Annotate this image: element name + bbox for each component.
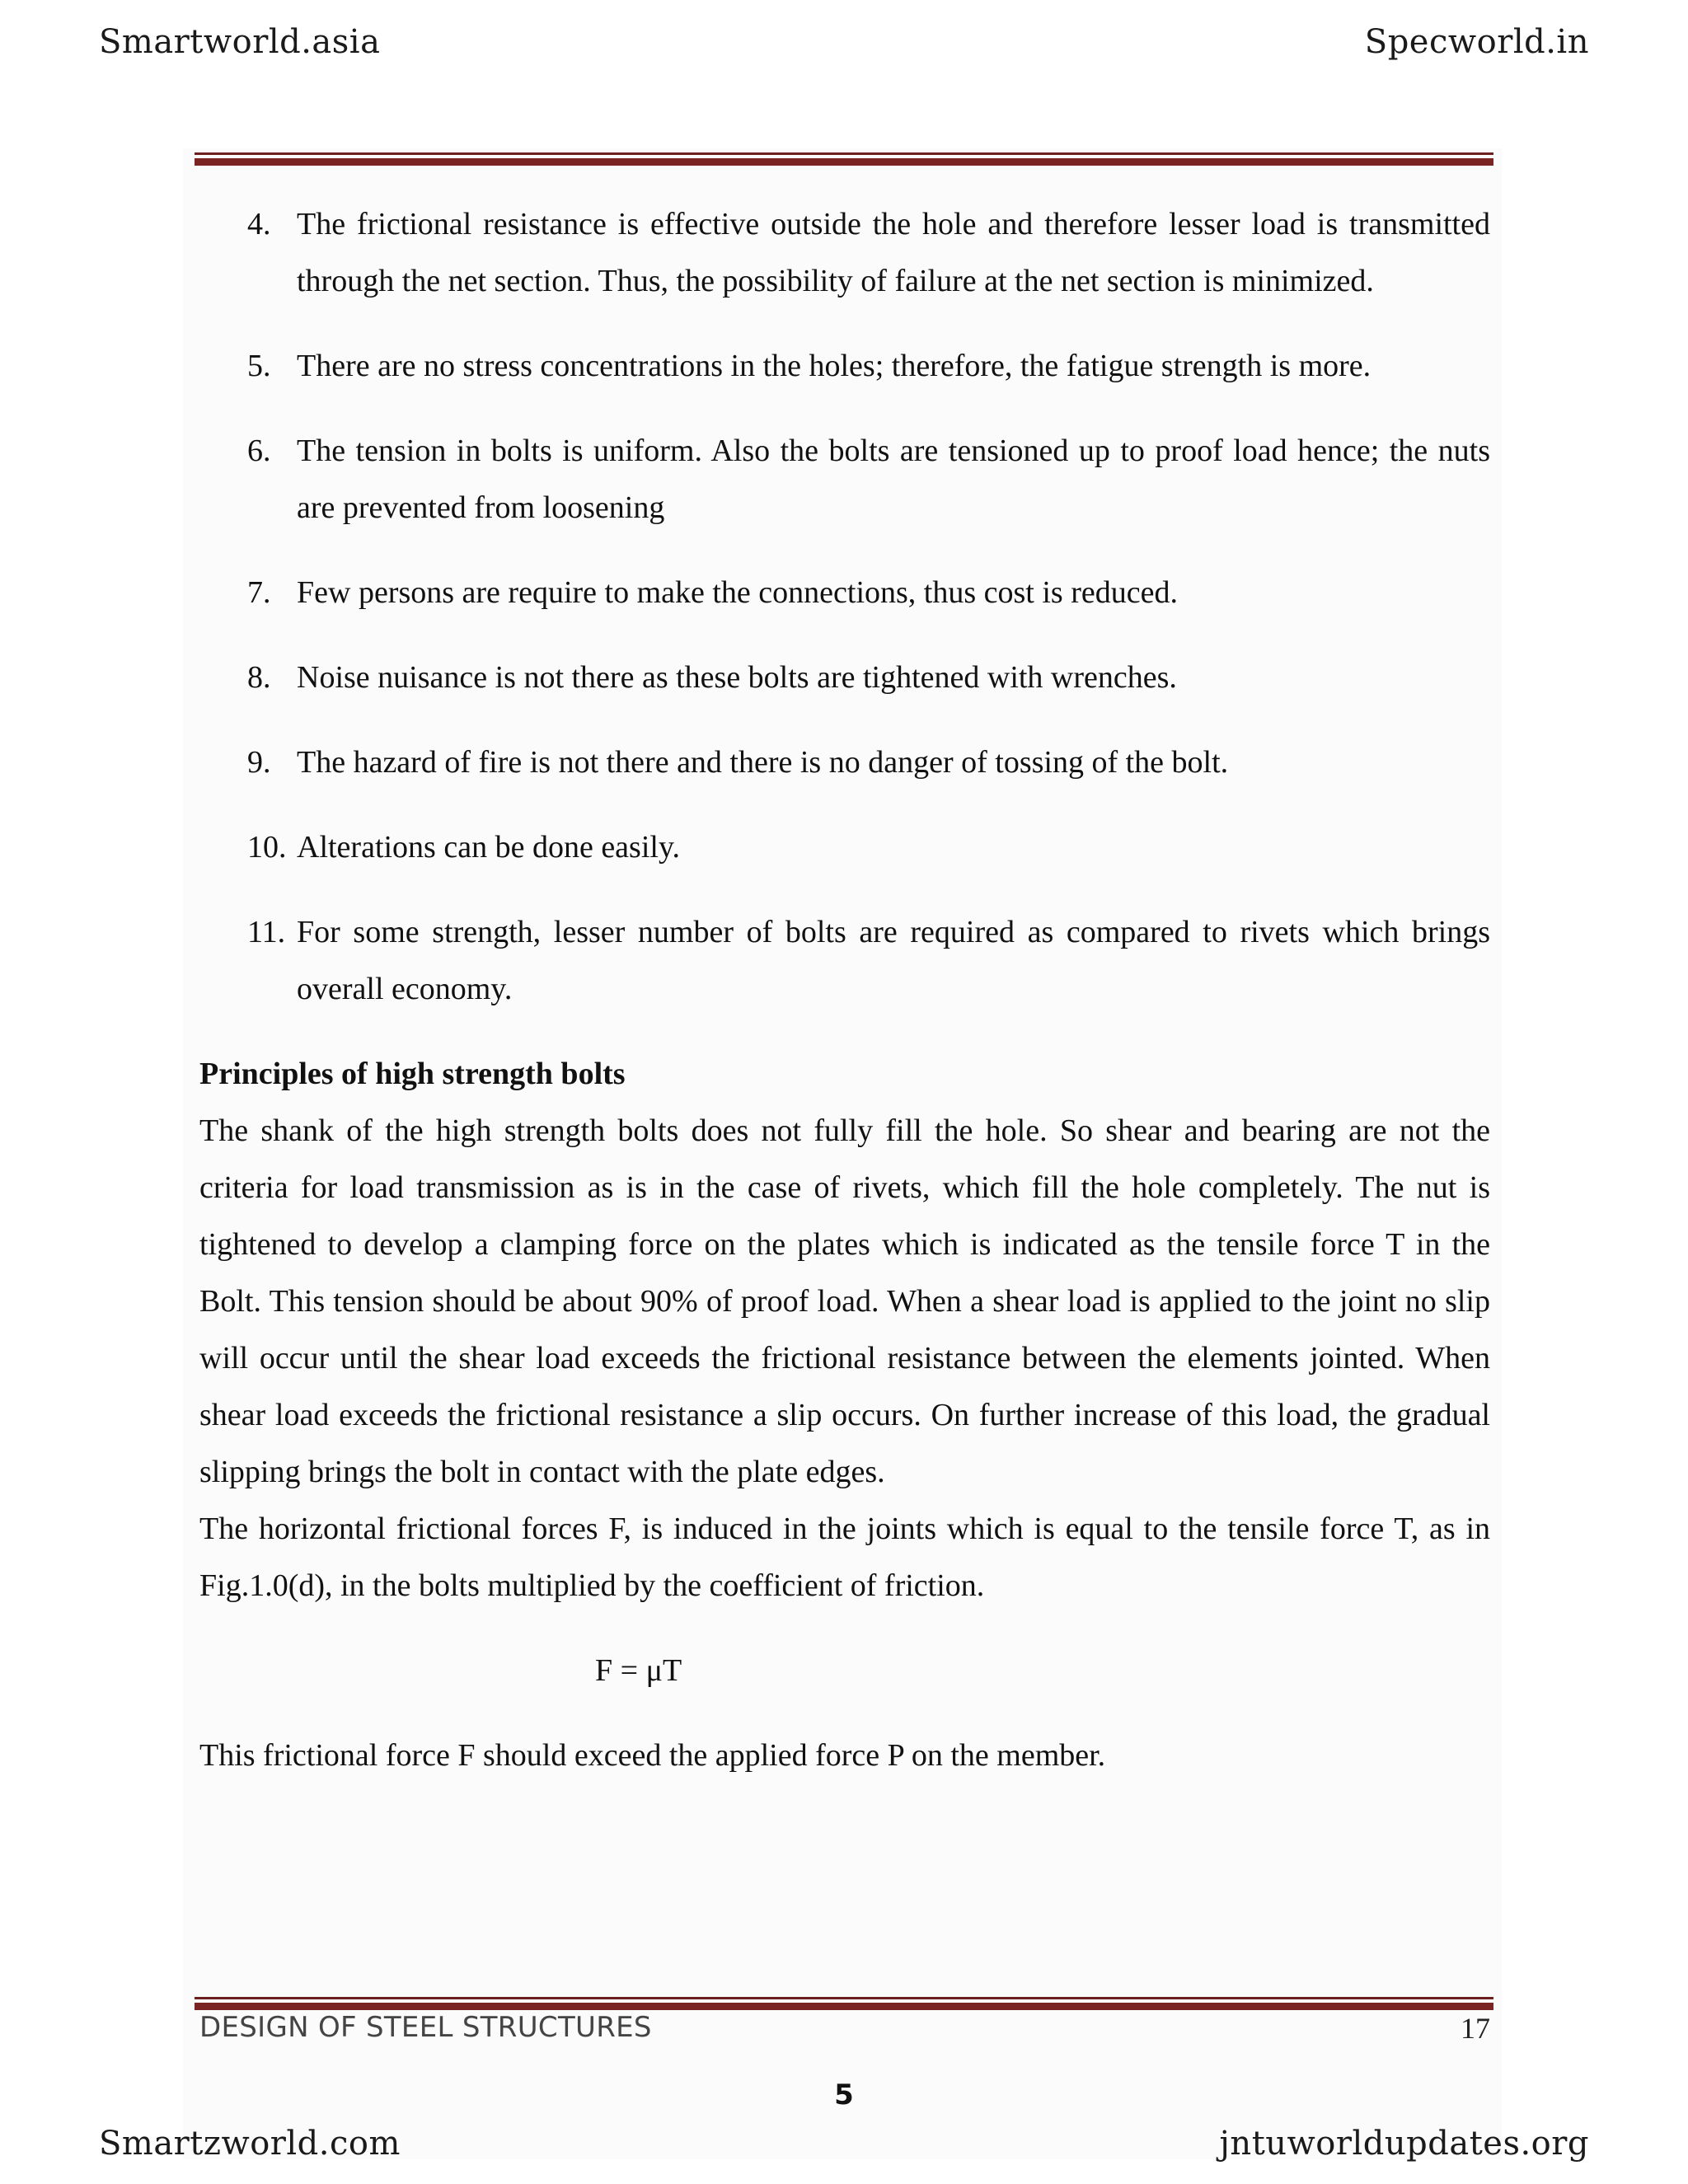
list-item-text: For some strength, lesser number of bolts are required as compared to rivets which brings overall economy. [297, 915, 1490, 1006]
list-item-text: The tension in bolts is uniform. Also the bolts are tensioned up to proof load hence; the nuts are prevented from loosening [297, 434, 1490, 525]
advantages-list [199, 196, 1490, 1018]
list-item-number: 9. [247, 745, 271, 780]
closing-paragraph: This frictional force F should exceed the applied force P on the member. [199, 1738, 1106, 1773]
list-item [199, 196, 1490, 310]
list-item [199, 734, 1490, 791]
list-item [199, 338, 1490, 395]
list-item-text: Few persons are require to make the connections, thus cost is reduced. [297, 575, 1178, 610]
list-item-number: 10. [247, 830, 287, 865]
header-rule [195, 152, 1493, 166]
page-number: 5 [834, 2079, 854, 2111]
section-paragraph: The shank of the high strength bolts does not fully fill the hole. So shear and bearing are not the criteria for load transmission as is in the case of rivets, which fill the hole completely. The nut is tightened to develop a clamping force on the plates which is indicated as the tensile force T in the Bolt. This tension should be about 90% of proof load. When a shear load is applied to the joint no slip will occur until the shear load exceeds the frictional resistance between the elements jointed. When shear load exceeds the frictional resistance a slip occurs. On further increase of this load, the gradual slipping brings the bolt in contact with the plate edges. [199, 1113, 1490, 1489]
footer-rule [195, 1997, 1493, 2010]
watermark-top-left: Smartworld.asia [99, 23, 381, 61]
footer-title: DESIGN OF STEEL STRUCTURES [199, 2011, 652, 2044]
watermark-bottom-right: jntuworldupdates.org [1219, 2125, 1589, 2163]
watermark-top-right: Specworld.in [1364, 23, 1589, 61]
list-item-number: 11. [247, 915, 286, 949]
formula: F = μT [595, 1653, 682, 1688]
list-item [199, 819, 1490, 876]
section-heading: Principles of high strength bolts [199, 1057, 626, 1091]
list-item-text: There are no stress concentrations in the holes; therefore, the fatigue strength is more. [297, 349, 1372, 383]
list-item [199, 565, 1490, 621]
list-item-number: 4. [247, 207, 271, 241]
list-item [199, 904, 1490, 1018]
section-paragraph: The horizontal frictional forces F, is induced in the joints which is equal to the tensile force T, as in Fig.1.0(d), in the bolts multiplied by the coefficient of friction. [199, 1511, 1490, 1603]
watermark-bottom-left: Smartzworld.com [99, 2125, 401, 2163]
list-item [199, 649, 1490, 706]
list-item-number: 8. [247, 660, 271, 695]
list-item [199, 423, 1490, 537]
list-item-number: 7. [247, 575, 271, 610]
list-item-text: Noise nuisance is not there as these bolts are tightened with wrenches. [297, 660, 1177, 695]
list-item-text: The frictional resistance is effective outside the hole and therefore lesser load is transmitted through the net section. Thus, the possibility of failure at the net section is minimized. [297, 207, 1490, 298]
document-body [199, 196, 1490, 1784]
list-item-number: 5. [247, 349, 271, 383]
list-item-text: Alterations can be done easily. [297, 830, 680, 865]
list-item-text: The hazard of fire is not there and there is no danger of tossing of the bolt. [297, 745, 1229, 780]
list-item-number: 6. [247, 434, 271, 468]
footer-page-number: 17 [1461, 2012, 1490, 2045]
